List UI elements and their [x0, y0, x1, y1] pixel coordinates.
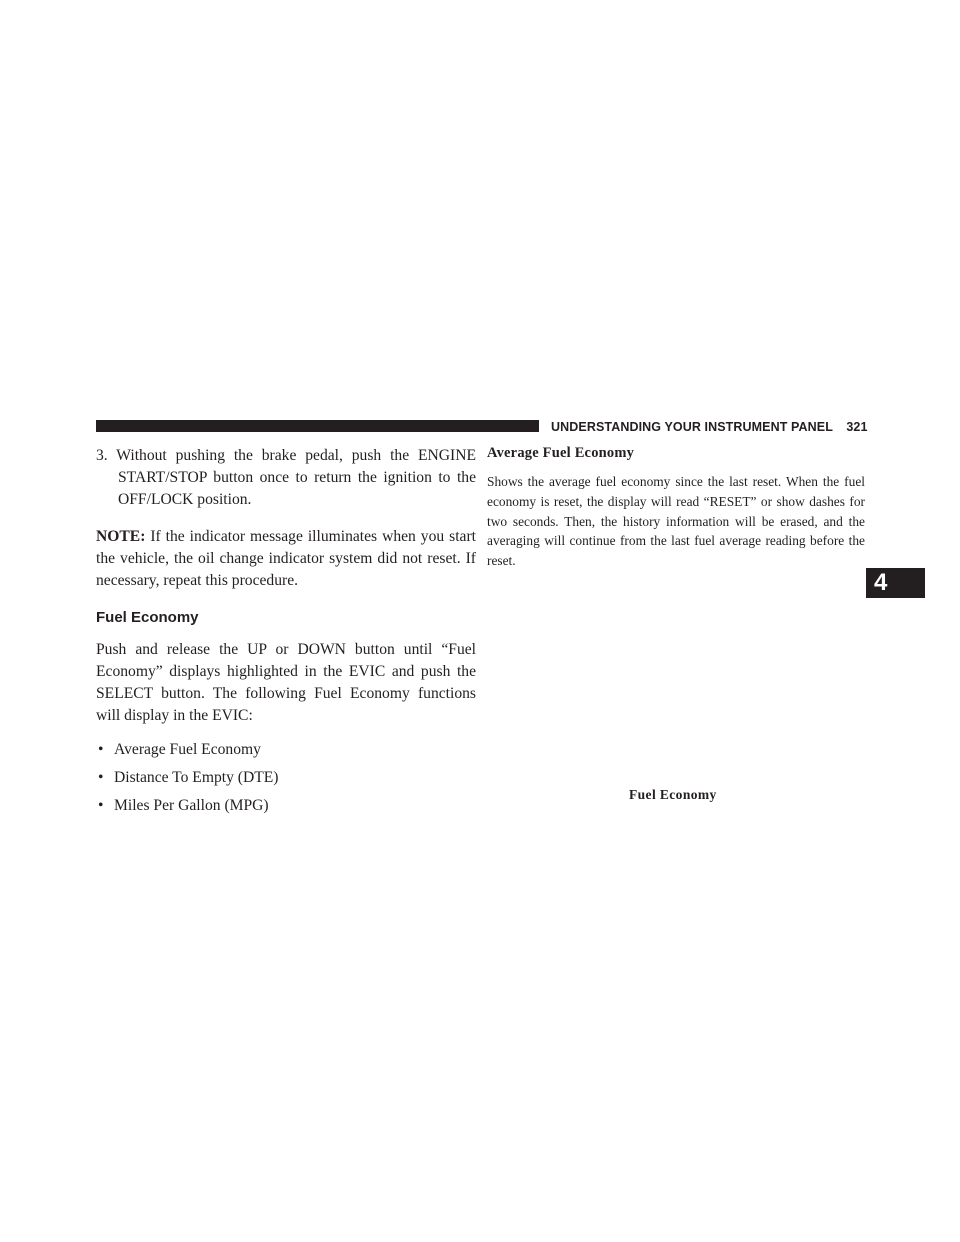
step-text: Without pushing the brake pedal, push the ENGINE START/STOP button once to return the ignition to the OFF/LOCK position.: [116, 447, 476, 508]
header-rule: [96, 420, 539, 432]
chapter-tab: 4: [866, 568, 925, 598]
note-text: If the indicator message illuminates when you start the vehicle, the oil change indicator system did not reset. If necessary, repeat this procedure.: [96, 528, 476, 589]
sub-heading-average-fuel-economy: Average Fuel Economy: [487, 445, 635, 461]
bullet-icon: •: [98, 769, 104, 786]
list-item: [96, 739, 476, 761]
average-fuel-economy-description: Shows the average fuel economy since the last reset. When the fuel economy is reset, the display will read “RESET” or show dashes for two seconds. Then, the history information will be erased, and the averaging will continue from the last fuel average reading before the reset.: [487, 474, 865, 569]
list-item: [96, 795, 476, 817]
step-number: 3.: [96, 447, 108, 464]
header-title: UNDERSTANDING YOUR INSTRUMENT PANEL: [551, 420, 833, 434]
note-label: NOTE:: [96, 528, 146, 545]
list-item-text: Miles Per Gallon (MPG): [114, 797, 269, 814]
left-column: [96, 445, 476, 823]
right-column: [487, 443, 865, 571]
bullet-icon: •: [98, 797, 104, 814]
list-item-text: Average Fuel Economy: [114, 741, 261, 758]
fuel-economy-intro: Push and release the UP or DOWN button until “Fuel Economy” displays highlighted in the EVIC and push the SELECT button. The following Fuel Economy functions will display in the EVIC:: [96, 641, 476, 724]
note: [96, 526, 476, 592]
procedure-step: [96, 445, 476, 511]
bullet-icon: •: [98, 741, 104, 758]
list-item-text: Distance To Empty (DTE): [114, 769, 279, 786]
running-header: [551, 419, 868, 435]
section-heading-fuel-economy: Fuel Economy: [96, 609, 199, 626]
fuel-economy-functions-list: [96, 739, 476, 817]
list-item: [96, 767, 476, 789]
page-number: 321: [846, 420, 868, 434]
figure-caption: Fuel Economy: [629, 787, 717, 802]
